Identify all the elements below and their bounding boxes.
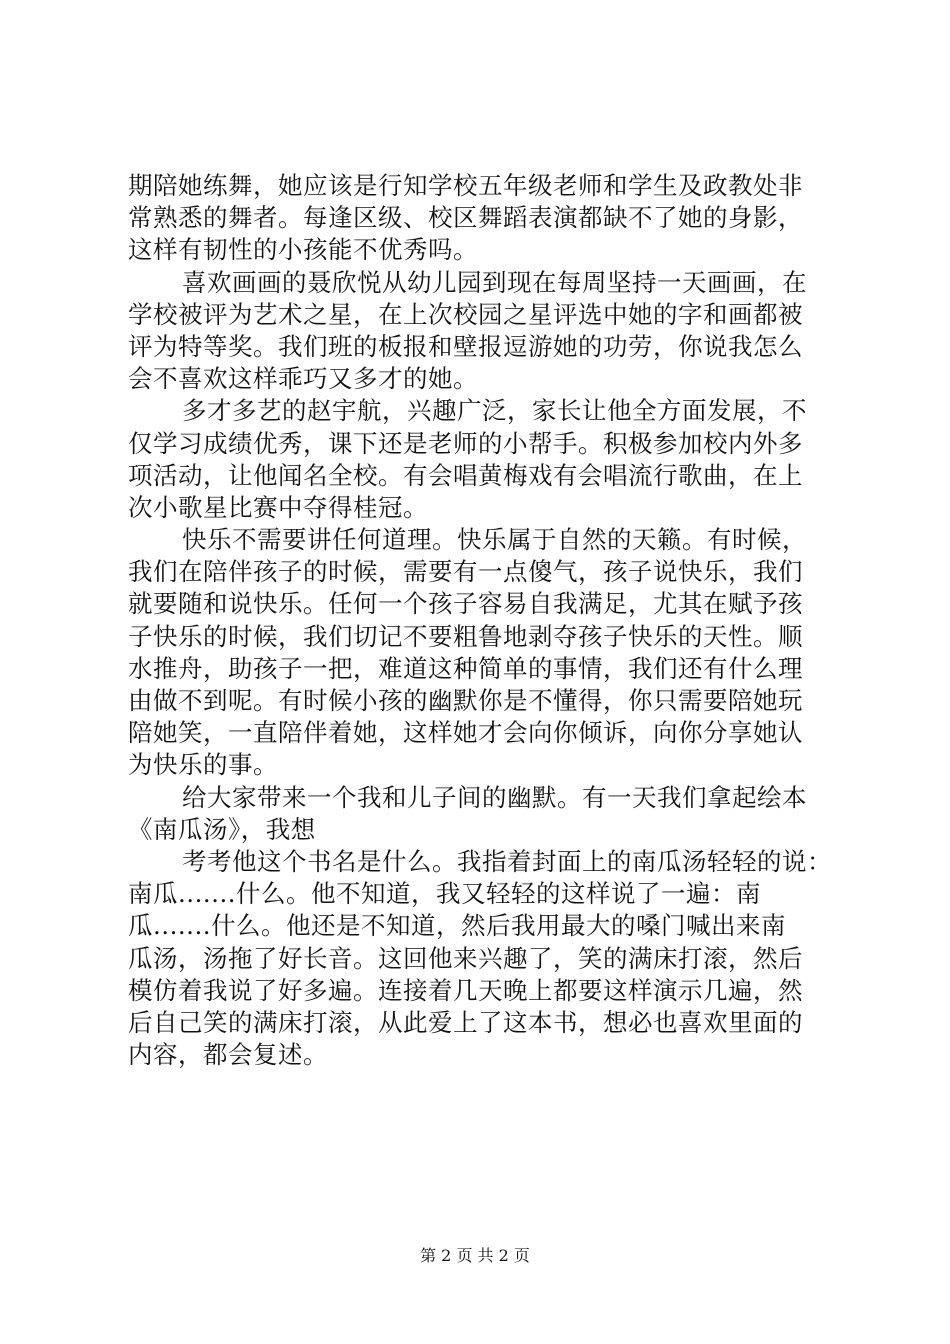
text-line: 瓜.......什么。他还是不知道，然后我用最大的嗓门喊出来南 — [128, 911, 787, 941]
text-line: 快乐不需要讲任何道理。快乐属于自然的天籁。有时候， — [182, 525, 807, 555]
text-line: 后自己笑的满床打滚，从此爱上了这本书，想必也喜欢里面的 — [128, 1007, 803, 1037]
text-line: 给大家带来一个我和儿子间的幽默。有一天我们拿起绘本 — [182, 782, 807, 812]
document-body — [128, 170, 832, 1071]
text-line: 学校被评为艺术之星，在上次校园之星评选中她的字和画都被 — [128, 299, 803, 329]
text-line: 南瓜.......什么。他不知道，我又轻轻的这样说了一遍：南 — [128, 879, 762, 909]
text-line: 我们在陪伴孩子的时候，需要有一点傻气，孩子说快乐，我们 — [128, 557, 803, 587]
text-line: 就要随和说快乐。任何一个孩子容易自我满足，尤其在赋予孩 — [128, 589, 803, 619]
text-line: 子快乐的时候，我们切记不要粗鲁地剥夺孩子快乐的天性。顺 — [128, 621, 803, 651]
text-line: 为快乐的事。 — [128, 750, 278, 780]
text-line: 多才多艺的赵宇航，兴趣广泛，家长让他全方面发展，不 — [182, 396, 807, 426]
page-footer: 第 2 页 共 2 页 — [420, 1246, 530, 1265]
text-line: 由做不到呢。有时候小孩的幽默你是不懂得，你只需要陪她玩 — [128, 686, 803, 715]
text-line: 喜欢画画的聂欣悦从幼儿园到现在每周坚持一天画画，在 — [182, 267, 807, 297]
text-line: 常熟悉的舞者。每逢区级、校区舞蹈表演都缺不了她的身影， — [128, 203, 803, 233]
text-line: 仅学习成绩优秀，课下还是老师的小帮手。积极参加校内外多 — [128, 428, 803, 458]
text-line: 陪她笑，一直陪伴着她，这样她才会向你倾诉，向你分享她认 — [128, 718, 803, 748]
text-line: 内容，都会复述。 — [128, 1040, 328, 1070]
text-line: 瓜汤，汤拖了好长音。这回他来兴趣了，笑的满床打滚，然后 — [128, 943, 803, 973]
text-line: 会不喜欢这样乖巧又多才的她。 — [128, 364, 478, 394]
text-line: 次小歌星比赛中夺得桂冠。 — [128, 492, 428, 522]
text-line: 考考他这个书名是什么。我指着封面上的南瓜汤轻轻的说： — [182, 846, 832, 876]
text-line: 模仿着我说了好多遍。连接着几天晚上都要这样演示几遍，然 — [128, 975, 803, 1005]
text-line: 这样有韧性的小孩能不优秀吗。 — [128, 235, 478, 265]
text-line: 评为特等奖。我们班的板报和壁报逗游她的功劳，你说我怎么 — [128, 331, 803, 361]
text-line: 《南瓜汤》，我想 — [128, 814, 316, 844]
text-line: 期陪她练舞，她应该是行知学校五年级老师和学生及政教处非 — [128, 171, 803, 200]
text-line: 水推舟，助孩子一把，难道这种简单的事情，我们还有什么理 — [128, 653, 803, 683]
text-line: 项活动，让他闻名全校。有会唱黄梅戏有会唱流行歌曲，在上 — [128, 460, 803, 490]
